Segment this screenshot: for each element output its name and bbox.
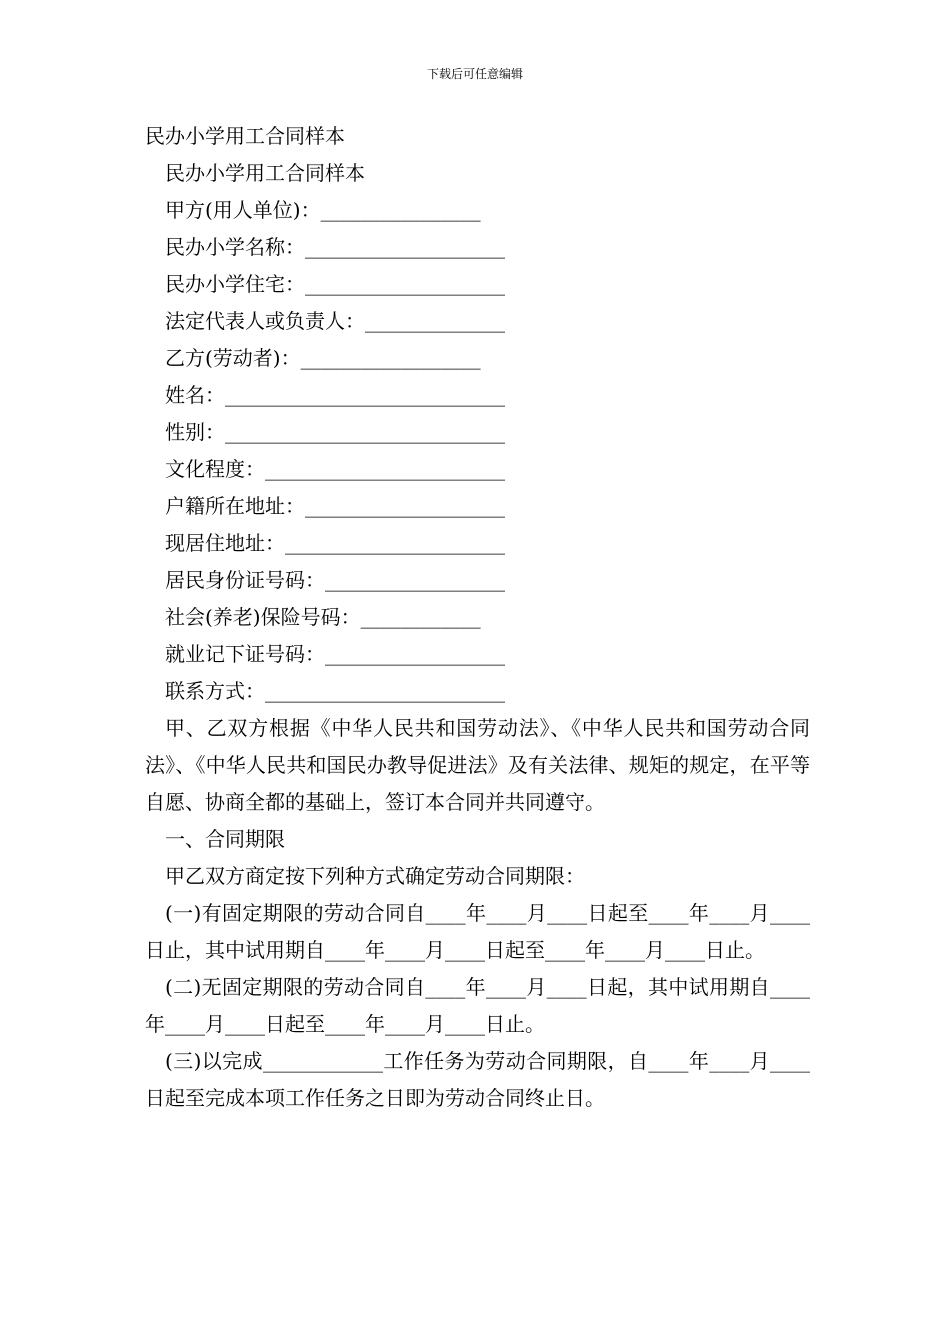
household-address-field: 户籍所在地址：____________________	[165, 494, 505, 518]
term-option-fixed: (一)有固定期限的劳动合同自____年____月____日起至____年____月____日止，其中试用期自____年____月____日起至____年____月____日止。	[145, 901, 810, 962]
term-option-open-ended: (二)无固定期限的劳动合同自____年____月____日起，其中试用期自____年____月____日起至____年____月____日止。	[145, 975, 810, 1036]
preamble-paragraph: 甲、乙双方根据《中华人民共和国劳动法》、《中华人民共和国劳动合同法》、《中华人民共和国民办教导促进法》及有关法律、规矩的规定，在平等自愿、协商全都的基础上，签订本合同并共同遵守。	[145, 716, 810, 814]
name-field: 姓名：____________________________	[165, 383, 505, 407]
document-title: 民办小学用工合同样本	[145, 124, 345, 148]
section-heading-contract-term: 一、合同期限	[165, 827, 285, 851]
party-b-field: 乙方(劳动者)：__________________	[165, 346, 481, 370]
term-option-task-based: (三)以完成____________工作任务为劳动合同期限，自____年____月____日起至完成本项工作任务之日即为劳动合同终止日。	[145, 1049, 810, 1110]
document-subtitle: 民办小学用工合同样本	[165, 161, 365, 185]
gender-field: 性别：____________________________	[165, 420, 505, 444]
legal-representative-field: 法定代表人或负责人：______________	[165, 309, 505, 333]
party-a-field: 甲方(用人单位)：________________	[165, 198, 481, 222]
document-body	[145, 118, 810, 1117]
section-intro: 甲乙双方商定按下列种方式确定劳动合同期限：	[165, 864, 585, 888]
contact-field: 联系方式：________________________	[165, 679, 505, 703]
school-address-field: 民办小学住宅：____________________	[165, 272, 505, 296]
insurance-number-field: 社会(养老)保险号码：____________	[165, 605, 481, 629]
current-address-field: 现居住地址：______________________	[165, 531, 505, 555]
education-field: 文化程度：________________________	[165, 457, 505, 481]
id-number-field: 居民身份证号码：__________________	[165, 568, 505, 592]
school-name-field: 民办小学名称：____________________	[165, 235, 505, 259]
header-note: 下载后可任意编辑	[426, 67, 523, 81]
employment-record-field: 就业记下证号码：__________________	[165, 642, 505, 666]
